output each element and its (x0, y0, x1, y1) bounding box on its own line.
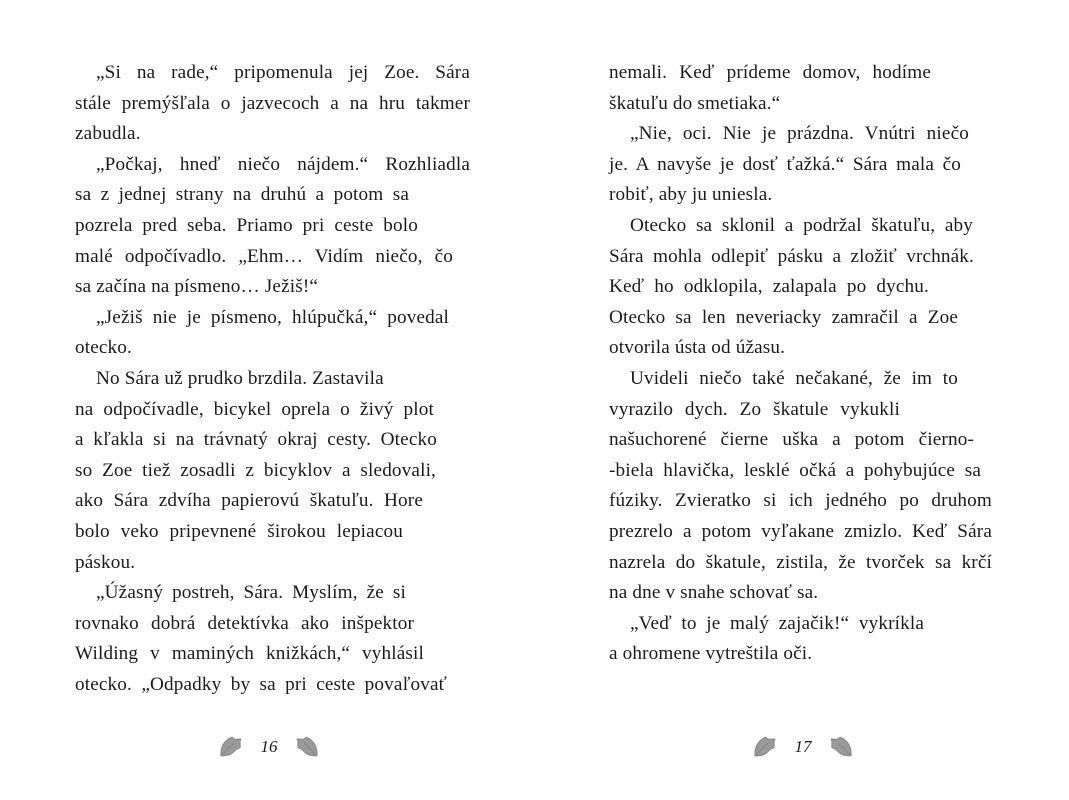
text-line: „Nie, oci. Nie je prázdna. Vnútri niečo (630, 123, 969, 145)
text-line: pozrela pred seba. Priamo pri ceste bolo (75, 214, 418, 236)
text-line: „Ježiš nie je písmeno, hlúpučká,“ povedal (96, 306, 449, 328)
text-line: bolo veko pripevnené širokou lepiacou (75, 520, 403, 542)
page-17-text (609, 58, 1004, 670)
page-16-text (75, 58, 470, 700)
text-line: so Zoe tiež zosadli z bicyklov a sledovali, (75, 459, 436, 481)
text-line: „Počkaj, hneď niečo nájdem.“ Rozhliadla (96, 153, 470, 175)
text-line: vyrazilo dych. Zo škatule vykukli (609, 398, 900, 420)
text-line: otecko. (75, 337, 132, 359)
text-line: No Sára už prudko brzdila. Zastavila (96, 367, 384, 389)
page-16 (0, 0, 534, 800)
text-line: nemali. Keď prídeme domov, hodíme (609, 62, 931, 83)
text-line: našuchorené čierne uška a potom čierno- (609, 429, 974, 451)
page-footer (752, 732, 854, 762)
text-line: „Veď to je malý zajačik!“ vykríkla (630, 612, 924, 634)
text-line: prezrelo a potom vyľakane zmizlo. Keď Sára (609, 520, 992, 542)
page-17 (534, 0, 1069, 800)
text-line: Otecko sa sklonil a podržal škatuľu, aby (630, 214, 973, 236)
text-line: stále premýšľala o jazvecoch a na hru takmer (75, 92, 470, 114)
text-line: Sára mohla odlepiť pásku a zložiť vrchnák. (609, 245, 974, 267)
text-line: Keď ho odklopila, zalapala po dychu. (609, 276, 929, 298)
page-number: 17 (794, 737, 812, 756)
text-line: ako Sára zdvíha papierovú škatuľu. Hore (75, 490, 423, 512)
text-line: rovnako dobrá detektívka ako inšpektor (75, 612, 414, 634)
text-line: je. A navyše je dosť ťažká.“ Sára mala čo (609, 153, 961, 175)
text-line: otvorila ústa od úžasu. (609, 337, 786, 359)
text-line: na odpočívadle, bicykel oprela o živý plot (75, 398, 434, 420)
leaf-icon (218, 734, 244, 760)
text-line: Uvideli niečo také nečakané, že im to (630, 367, 958, 389)
text-line: sa začína na písmeno… Ježiš!“ (75, 276, 319, 298)
text-line: Otecko sa len neveriacky zamračil a Zoe (609, 306, 958, 328)
leaf-icon (752, 734, 778, 760)
text-line: -biela hlavička, lesklé očká a pohybujúce sa (609, 459, 981, 481)
text-line: sa z jednej strany na druhú a potom sa (75, 184, 409, 206)
text-line: škatuľu do smetiaka.“ (609, 92, 781, 114)
text-line: zabudla. (75, 123, 141, 145)
text-line: nazrela do škatule, zistila, že tvorček sa krčí (609, 551, 992, 573)
page-number: 16 (260, 737, 278, 756)
text-line: páskou. (75, 551, 136, 573)
text-line: fúziky. Zvieratko si ich jedného po druhom (609, 490, 992, 512)
leaf-icon (294, 734, 320, 760)
text-line: robiť, aby ju uniesla. (609, 184, 773, 206)
text-line: malé odpočívadlo. „Ehm… Vidím niečo, čo (75, 245, 453, 267)
text-line: „Si na rade,“ pripomenula jej Zoe. Sára (96, 62, 470, 83)
text-line: a ohromene vytreštila oči. (609, 643, 813, 665)
text-line: „Úžasný postreh, Sára. Myslím, že si (96, 582, 406, 604)
text-line: otecko. „Odpadky by sa pri ceste povaľovať (75, 673, 447, 695)
text-line: a kľakla si na trávnatý okraj cesty. Otecko (75, 429, 437, 451)
text-line: Wilding v maminých knižkách,“ vyhlásil (75, 643, 424, 665)
text-line: na dne v snahe schovať sa. (609, 582, 819, 604)
leaf-icon (828, 734, 854, 760)
page-footer (218, 732, 320, 762)
